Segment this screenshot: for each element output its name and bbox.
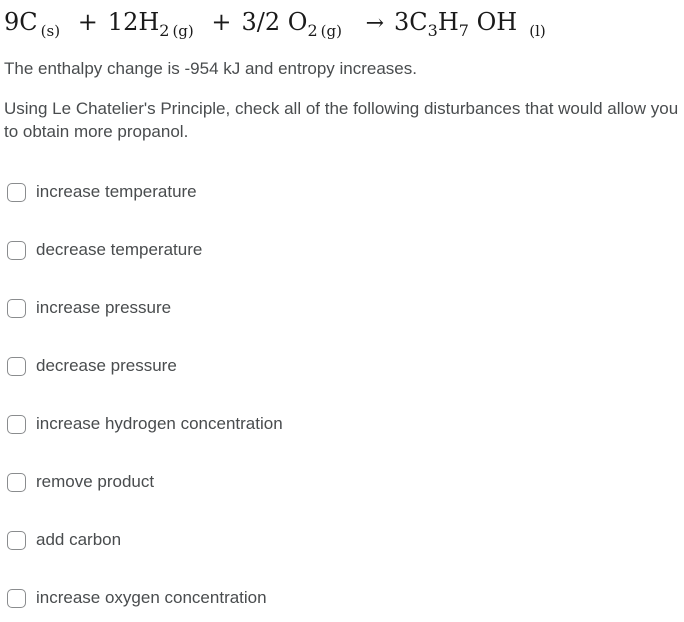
product-propanol: OH	[468, 8, 518, 36]
choice-increase-oxygen-concentration[interactable]	[7, 585, 267, 611]
choice-label: increase pressure	[36, 298, 172, 317]
plus-sign: +	[211, 8, 232, 36]
checkbox[interactable]	[7, 531, 26, 550]
plus-sign: +	[77, 8, 98, 36]
choice-increase-temperature[interactable]	[7, 179, 197, 205]
subscript: 3	[427, 21, 438, 40]
state-label: (g)	[172, 22, 194, 40]
reaction-arrow: →	[365, 11, 385, 36]
choice-label: decrease pressure	[36, 356, 177, 375]
choice-label: increase temperature	[36, 182, 197, 201]
checkbox[interactable]	[7, 357, 26, 376]
subscript: 7	[458, 21, 469, 40]
chemical-equation	[4, 2, 546, 42]
subscript: 2	[307, 21, 318, 40]
choice-add-carbon[interactable]	[7, 527, 121, 553]
choice-increase-hydrogen-concentration[interactable]	[7, 411, 283, 437]
checkbox[interactable]	[7, 589, 26, 608]
choice-label: add carbon	[36, 530, 122, 549]
product-propanol: 3C	[394, 8, 428, 36]
product-propanol: H	[437, 8, 459, 36]
choice-label: decrease temperature	[36, 240, 203, 259]
choice-label: increase hydrogen concentration	[36, 414, 283, 433]
checkbox[interactable]	[7, 299, 26, 318]
question-prompt: Using Le Chatelier's Principle, check all of the following disturbances that would allow you to obtain more propanol.	[4, 99, 679, 141]
reactant-carbon: 9C	[4, 8, 38, 36]
checkbox[interactable]	[7, 241, 26, 260]
subscript: 2	[159, 21, 170, 40]
state-label: (s)	[40, 22, 61, 40]
choice-increase-pressure[interactable]	[7, 295, 171, 321]
choice-label: remove product	[36, 472, 155, 491]
state-label: (g)	[320, 22, 342, 40]
enthalpy-statement: The enthalpy change is -954 kJ and entropy increases.	[4, 59, 417, 78]
choice-decrease-pressure[interactable]	[7, 353, 177, 379]
checkbox[interactable]	[7, 415, 26, 434]
checkbox[interactable]	[7, 183, 26, 202]
reactant-hydrogen: 12H	[107, 8, 160, 36]
reactant-oxygen: 3/2 O	[241, 8, 308, 36]
checkbox[interactable]	[7, 473, 26, 492]
choice-decrease-temperature[interactable]	[7, 237, 202, 263]
state-label: (l)	[529, 22, 546, 40]
choice-remove-product[interactable]	[7, 469, 154, 495]
choice-label: increase oxygen concentration	[36, 588, 267, 607]
